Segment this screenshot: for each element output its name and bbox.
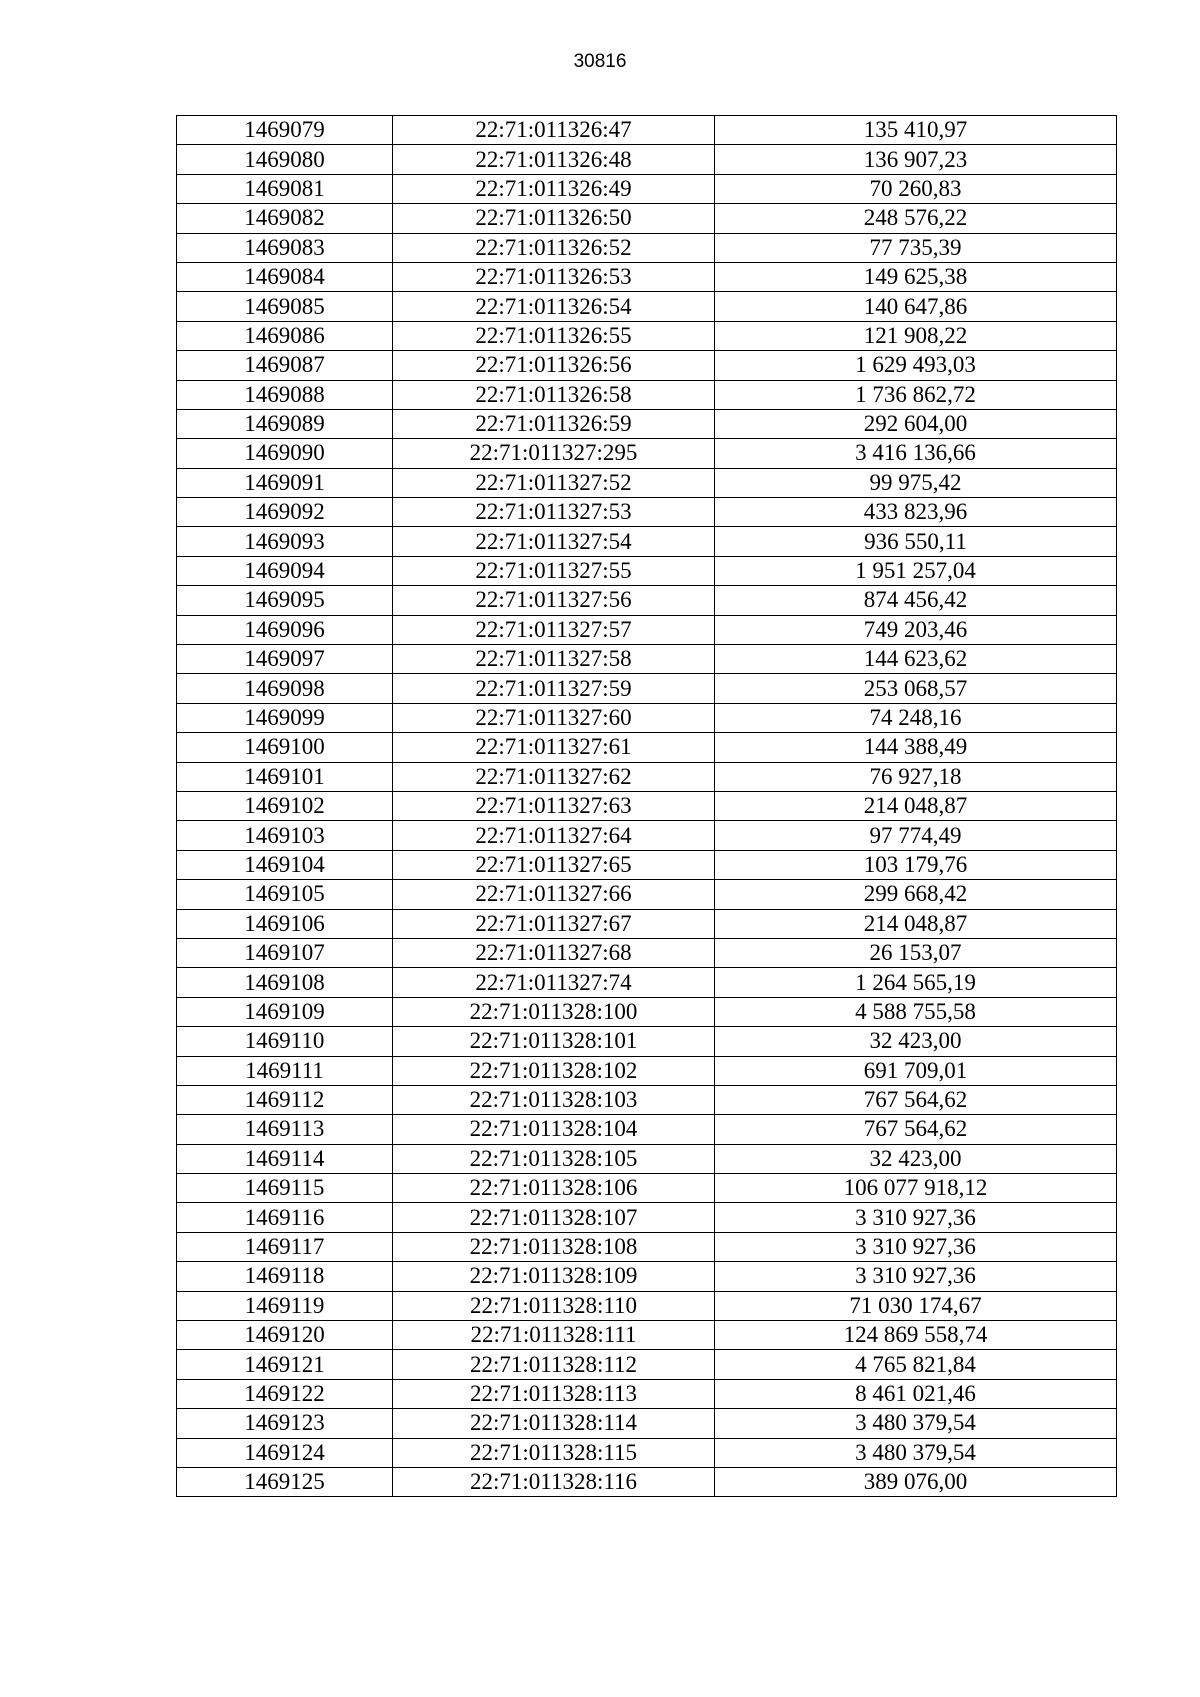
cadastral-number-cell: 22:71:011327:58 [393, 645, 715, 674]
value-cell: 214 048,87 [715, 791, 1117, 820]
row-number-cell: 1469079 [177, 116, 393, 145]
table-row [177, 116, 1117, 145]
cadastral-number-cell: 22:71:011327:52 [393, 468, 715, 497]
cadastral-number-cell: 22:71:011326:48 [393, 145, 715, 174]
value-cell: 144 388,49 [715, 733, 1117, 762]
value-cell: 767 564,62 [715, 1085, 1117, 1114]
value-cell: 691 709,01 [715, 1056, 1117, 1085]
row-number-cell: 1469120 [177, 1321, 393, 1350]
value-cell: 433 823,96 [715, 498, 1117, 527]
value-cell: 749 203,46 [715, 615, 1117, 644]
cadastral-number-cell: 22:71:011327:56 [393, 586, 715, 615]
value-cell: 99 975,42 [715, 468, 1117, 497]
cadastral-number-cell: 22:71:011327:54 [393, 527, 715, 556]
table-row [177, 233, 1117, 262]
cadastral-number-cell: 22:71:011328:116 [393, 1467, 715, 1496]
table-row [177, 909, 1117, 938]
row-number-cell: 1469090 [177, 439, 393, 468]
table-row [177, 468, 1117, 497]
row-number-cell: 1469085 [177, 292, 393, 321]
table-row [177, 1203, 1117, 1232]
value-cell: 248 576,22 [715, 204, 1117, 233]
table-row [177, 292, 1117, 321]
row-number-cell: 1469124 [177, 1438, 393, 1467]
value-cell: 144 623,62 [715, 645, 1117, 674]
row-number-cell: 1469115 [177, 1174, 393, 1203]
cadastral-number-cell: 22:71:011327:61 [393, 733, 715, 762]
cadastral-number-cell: 22:71:011326:56 [393, 351, 715, 380]
value-cell: 26 153,07 [715, 938, 1117, 967]
row-number-cell: 1469106 [177, 909, 393, 938]
cadastral-number-cell: 22:71:011328:110 [393, 1291, 715, 1320]
row-number-cell: 1469096 [177, 615, 393, 644]
data-table [176, 115, 1117, 1497]
value-cell: 74 248,16 [715, 703, 1117, 732]
table-row [177, 1379, 1117, 1408]
row-number-cell: 1469080 [177, 145, 393, 174]
value-cell: 71 030 174,67 [715, 1291, 1117, 1320]
value-cell: 767 564,62 [715, 1115, 1117, 1144]
table-row [177, 1467, 1117, 1496]
table-row [177, 321, 1117, 350]
cadastral-number-cell: 22:71:011327:67 [393, 909, 715, 938]
table-row [177, 1027, 1117, 1056]
cadastral-number-cell: 22:71:011326:55 [393, 321, 715, 350]
row-number-cell: 1469097 [177, 645, 393, 674]
cadastral-number-cell: 22:71:011327:62 [393, 762, 715, 791]
row-number-cell: 1469089 [177, 409, 393, 438]
cadastral-number-cell: 22:71:011326:47 [393, 116, 715, 145]
value-cell: 1 951 257,04 [715, 556, 1117, 585]
table-row [177, 1321, 1117, 1350]
row-number-cell: 1469086 [177, 321, 393, 350]
table-row [177, 791, 1117, 820]
cadastral-number-cell: 22:71:011328:108 [393, 1232, 715, 1261]
value-cell: 149 625,38 [715, 262, 1117, 291]
cadastral-number-cell: 22:71:011328:103 [393, 1085, 715, 1114]
row-number-cell: 1469123 [177, 1409, 393, 1438]
cadastral-number-cell: 22:71:011327:295 [393, 439, 715, 468]
value-cell: 3 310 927,36 [715, 1203, 1117, 1232]
table-row [177, 1409, 1117, 1438]
cadastral-number-cell: 22:71:011327:55 [393, 556, 715, 585]
row-number-cell: 1469100 [177, 733, 393, 762]
page-number: 30816 [573, 51, 627, 72]
row-number-cell: 1469122 [177, 1379, 393, 1408]
table-row [177, 997, 1117, 1026]
cadastral-number-cell: 22:71:011327:64 [393, 821, 715, 850]
value-cell: 3 480 379,54 [715, 1438, 1117, 1467]
value-cell: 1 629 493,03 [715, 351, 1117, 380]
cadastral-number-cell: 22:71:011328:112 [393, 1350, 715, 1379]
value-cell: 70 260,83 [715, 174, 1117, 203]
cadastral-number-cell: 22:71:011326:50 [393, 204, 715, 233]
value-cell: 3 416 136,66 [715, 439, 1117, 468]
row-number-cell: 1469108 [177, 968, 393, 997]
value-cell: 121 908,22 [715, 321, 1117, 350]
cadastral-number-cell: 22:71:011326:58 [393, 380, 715, 409]
value-cell: 76 927,18 [715, 762, 1117, 791]
row-number-cell: 1469091 [177, 468, 393, 497]
cadastral-number-cell: 22:71:011326:59 [393, 409, 715, 438]
value-cell: 292 604,00 [715, 409, 1117, 438]
table-row [177, 645, 1117, 674]
row-number-cell: 1469099 [177, 703, 393, 732]
table-row [177, 1115, 1117, 1144]
table-row [177, 1232, 1117, 1261]
row-number-cell: 1469119 [177, 1291, 393, 1320]
row-number-cell: 1469083 [177, 233, 393, 262]
table-row [177, 586, 1117, 615]
table-row [177, 1291, 1117, 1320]
cadastral-number-cell: 22:71:011327:63 [393, 791, 715, 820]
table-row [177, 762, 1117, 791]
value-cell: 77 735,39 [715, 233, 1117, 262]
cadastral-number-cell: 22:71:011327:66 [393, 880, 715, 909]
row-number-cell: 1469121 [177, 1350, 393, 1379]
table-row [177, 527, 1117, 556]
value-cell: 4 765 821,84 [715, 1350, 1117, 1379]
value-cell: 136 907,23 [715, 145, 1117, 174]
table-row [177, 498, 1117, 527]
cadastral-number-cell: 22:71:011328:100 [393, 997, 715, 1026]
value-cell: 389 076,00 [715, 1467, 1117, 1496]
row-number-cell: 1469088 [177, 380, 393, 409]
cadastral-number-cell: 22:71:011326:54 [393, 292, 715, 321]
cadastral-number-cell: 22:71:011328:109 [393, 1262, 715, 1291]
table-body [177, 116, 1117, 1497]
table-row [177, 204, 1117, 233]
table-row [177, 439, 1117, 468]
cadastral-number-cell: 22:71:011326:53 [393, 262, 715, 291]
table-row [177, 733, 1117, 762]
row-number-cell: 1469105 [177, 880, 393, 909]
cadastral-number-cell: 22:71:011328:111 [393, 1321, 715, 1350]
value-cell: 32 423,00 [715, 1144, 1117, 1173]
table-row [177, 409, 1117, 438]
value-cell: 4 588 755,58 [715, 997, 1117, 1026]
cadastral-number-cell: 22:71:011328:102 [393, 1056, 715, 1085]
row-number-cell: 1469082 [177, 204, 393, 233]
table-row [177, 174, 1117, 203]
cadastral-number-cell: 22:71:011327:60 [393, 703, 715, 732]
table-row [177, 351, 1117, 380]
table-row [177, 1085, 1117, 1114]
table-row [177, 938, 1117, 967]
row-number-cell: 1469084 [177, 262, 393, 291]
row-number-cell: 1469098 [177, 674, 393, 703]
table-row [177, 850, 1117, 879]
cadastral-number-cell: 22:71:011327:57 [393, 615, 715, 644]
row-number-cell: 1469095 [177, 586, 393, 615]
row-number-cell: 1469113 [177, 1115, 393, 1144]
table-row [177, 674, 1117, 703]
row-number-cell: 1469103 [177, 821, 393, 850]
value-cell: 32 423,00 [715, 1027, 1117, 1056]
cadastral-number-cell: 22:71:011327:65 [393, 850, 715, 879]
table-row [177, 145, 1117, 174]
value-cell: 106 077 918,12 [715, 1174, 1117, 1203]
row-number-cell: 1469117 [177, 1232, 393, 1261]
row-number-cell: 1469114 [177, 1144, 393, 1173]
value-cell: 299 668,42 [715, 880, 1117, 909]
row-number-cell: 1469112 [177, 1085, 393, 1114]
table-row [177, 1174, 1117, 1203]
row-number-cell: 1469093 [177, 527, 393, 556]
value-cell: 253 068,57 [715, 674, 1117, 703]
value-cell: 8 461 021,46 [715, 1379, 1117, 1408]
table-row [177, 380, 1117, 409]
cadastral-number-cell: 22:71:011328:106 [393, 1174, 715, 1203]
row-number-cell: 1469118 [177, 1262, 393, 1291]
row-number-cell: 1469101 [177, 762, 393, 791]
value-cell: 3 310 927,36 [715, 1262, 1117, 1291]
row-number-cell: 1469116 [177, 1203, 393, 1232]
cadastral-number-cell: 22:71:011328:104 [393, 1115, 715, 1144]
table-row [177, 880, 1117, 909]
table-row [177, 556, 1117, 585]
cadastral-number-cell: 22:71:011327:74 [393, 968, 715, 997]
value-cell: 3 480 379,54 [715, 1409, 1117, 1438]
cadastral-number-cell: 22:71:011328:115 [393, 1438, 715, 1467]
value-cell: 103 179,76 [715, 850, 1117, 879]
row-number-cell: 1469107 [177, 938, 393, 967]
value-cell: 1 264 565,19 [715, 968, 1117, 997]
cadastral-number-cell: 22:71:011328:107 [393, 1203, 715, 1232]
cadastral-number-cell: 22:71:011326:52 [393, 233, 715, 262]
table-row [177, 1144, 1117, 1173]
cadastral-number-cell: 22:71:011327:59 [393, 674, 715, 703]
table-row [177, 968, 1117, 997]
row-number-cell: 1469104 [177, 850, 393, 879]
value-cell: 874 456,42 [715, 586, 1117, 615]
row-number-cell: 1469125 [177, 1467, 393, 1496]
cadastral-number-cell: 22:71:011327:68 [393, 938, 715, 967]
cadastral-number-cell: 22:71:011327:53 [393, 498, 715, 527]
value-cell: 214 048,87 [715, 909, 1117, 938]
table-row [177, 1350, 1117, 1379]
row-number-cell: 1469111 [177, 1056, 393, 1085]
cadastral-number-cell: 22:71:011328:105 [393, 1144, 715, 1173]
value-cell: 3 310 927,36 [715, 1232, 1117, 1261]
table-row [177, 1262, 1117, 1291]
table-row [177, 703, 1117, 732]
value-cell: 97 774,49 [715, 821, 1117, 850]
table-row [177, 1438, 1117, 1467]
row-number-cell: 1469081 [177, 174, 393, 203]
row-number-cell: 1469102 [177, 791, 393, 820]
value-cell: 1 736 862,72 [715, 380, 1117, 409]
cadastral-number-cell: 22:71:011328:101 [393, 1027, 715, 1056]
cadastral-number-cell: 22:71:011328:114 [393, 1409, 715, 1438]
row-number-cell: 1469110 [177, 1027, 393, 1056]
table-row [177, 262, 1117, 291]
cadastral-number-cell: 22:71:011326:49 [393, 174, 715, 203]
cadastral-number-cell: 22:71:011328:113 [393, 1379, 715, 1408]
value-cell: 135 410,97 [715, 116, 1117, 145]
table-row [177, 1056, 1117, 1085]
value-cell: 124 869 558,74 [715, 1321, 1117, 1350]
row-number-cell: 1469094 [177, 556, 393, 585]
table-row [177, 615, 1117, 644]
row-number-cell: 1469092 [177, 498, 393, 527]
value-cell: 936 550,11 [715, 527, 1117, 556]
table-row [177, 821, 1117, 850]
value-cell: 140 647,86 [715, 292, 1117, 321]
row-number-cell: 1469109 [177, 997, 393, 1026]
row-number-cell: 1469087 [177, 351, 393, 380]
